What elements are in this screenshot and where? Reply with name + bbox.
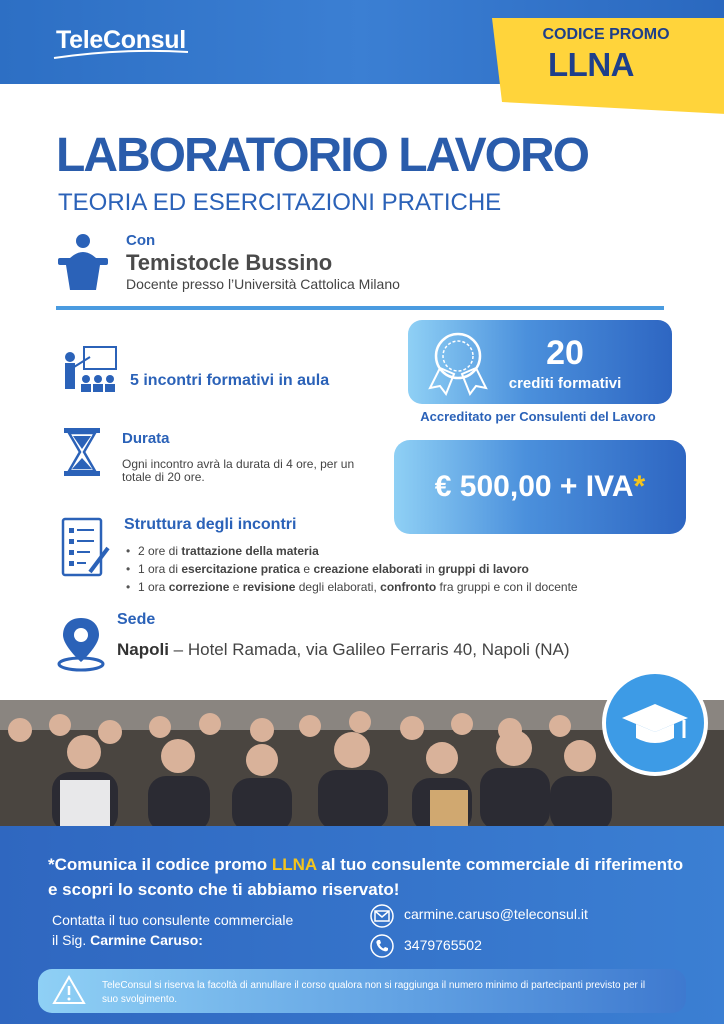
- structure-item: [124, 542, 694, 560]
- promo-label: CODICE PROMO: [542, 26, 670, 43]
- hourglass-icon: [62, 426, 102, 478]
- promo-code: LLNA: [548, 46, 634, 83]
- structure-item-text: confronto: [380, 580, 437, 594]
- credits-label: crediti formativi: [508, 375, 622, 392]
- structure-item-text: e: [229, 580, 243, 594]
- promo-message-end: al tuo consulente commerciale di riferimento e scopri lo sconto che ti abbiamo riservato!: [48, 855, 684, 899]
- teacher-name: Temistocle Bussino: [126, 250, 333, 275]
- teleconsul-logo: TeleConsul: [56, 26, 186, 54]
- price-asterisk: *: [633, 470, 646, 503]
- location-pin-icon: [56, 616, 106, 672]
- checklist-icon: [60, 516, 112, 578]
- structure-item-text: fra gruppi e con il docente: [436, 580, 578, 594]
- credits-number: 20: [546, 334, 584, 372]
- structure-item-text: degli elaborati,: [295, 580, 381, 594]
- contact-text: [52, 910, 293, 950]
- venue-city: Napoli: [117, 640, 169, 659]
- structure-list: [124, 542, 694, 596]
- course-title: LABORATORIO LAVORO: [56, 129, 588, 182]
- email-icon: [370, 904, 394, 928]
- contact-phone[interactable]: 3479765502: [404, 937, 482, 953]
- structure-item-text: creazione elaborati: [313, 562, 423, 576]
- accreditation-text: Accreditato per Consulenti del Lavoro: [420, 409, 656, 424]
- contact-line-2: [52, 930, 293, 950]
- structure-item: [124, 560, 694, 578]
- contact-line-1: Contatta il tuo consulente commerciale: [52, 912, 294, 928]
- course-subtitle: TEORIA ED ESERCITAZIONI PRATICHE: [58, 189, 502, 216]
- promo-message-code: LLNA: [271, 855, 317, 874]
- structure-item: [124, 578, 694, 596]
- contact-email[interactable]: carmine.caruso@teleconsul.it: [404, 906, 588, 922]
- notice-text: TeleConsul si riserva la facoltà di annullare il corso qualora non si raggiunga il numero minimo di partecipanti previsto per il suo svolgimento.: [102, 980, 646, 1005]
- structure-item-text: gruppi di lavoro: [438, 562, 529, 576]
- structure-item-text: 1 ora di: [138, 562, 182, 576]
- phone-icon: [370, 934, 394, 958]
- structure-item-text: esercitazione pratica: [181, 562, 301, 576]
- structure-title: Struttura degli incontri: [124, 516, 297, 533]
- promo-message: [48, 852, 688, 902]
- section-divider: [56, 306, 664, 310]
- contact-prefix: il Sig.: [52, 932, 91, 948]
- teacher-role: Docente presso l’Università Cattolica Milano: [126, 276, 400, 292]
- structure-item-text: in: [422, 562, 439, 576]
- venue-title: Sede: [117, 611, 156, 628]
- award-badge-icon: [424, 330, 492, 398]
- graduation-badge: [602, 670, 708, 776]
- warning-icon: [52, 975, 86, 1005]
- speaker-podium-icon: [56, 232, 110, 290]
- with-label: Con: [126, 232, 156, 249]
- meetings-count: 5 incontri formativi in aula: [130, 372, 330, 389]
- promo-message-start: *Comunica il codice promo: [48, 855, 272, 874]
- structure-item-text: 1 ora: [138, 580, 169, 594]
- structure-item-text: trattazione della materia: [181, 544, 319, 558]
- structure-item-text: 2 ore di: [138, 544, 182, 558]
- price-text: [394, 470, 686, 504]
- contact-name: Carmine Caruso:: [90, 932, 203, 948]
- structure-item-text: correzione: [168, 580, 230, 594]
- duration-title: Durata: [122, 430, 170, 447]
- graduation-cap-icon: [606, 674, 704, 772]
- duration-text: Ogni incontro avrà la durata di 4 ore, per un totale di 20 ore.: [122, 457, 355, 484]
- classroom-icon: [60, 345, 120, 397]
- venue-text: [117, 640, 570, 660]
- venue-address: – Hotel Ramada, via Galileo Ferraris 40, Napoli (NA): [168, 640, 570, 659]
- structure-item-text: e: [300, 562, 314, 576]
- structure-item-text: revisione: [242, 580, 296, 594]
- price-amount: € 500,00 + IVA: [434, 470, 634, 503]
- logo-swoosh-icon: [52, 46, 192, 62]
